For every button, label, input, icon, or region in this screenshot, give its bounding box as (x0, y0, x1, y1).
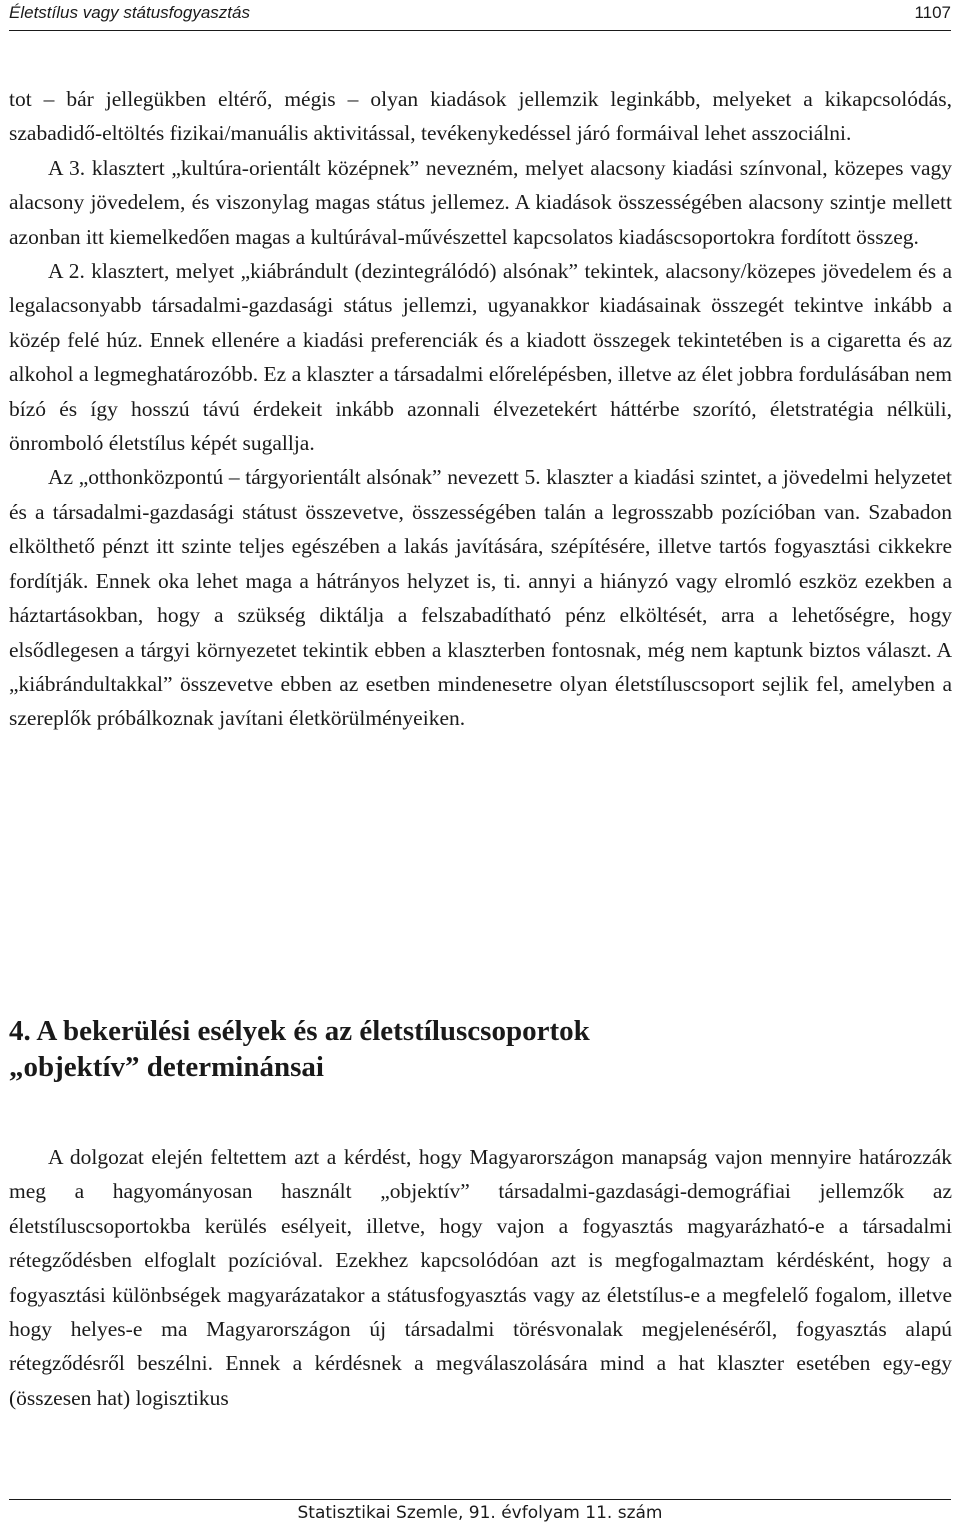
paragraph-section-intro: A dolgozat elején feltettem azt a kérdést, hogy Magyarországon manapság vajon mennyire határozzák meg a hagyományosan használt „objektív” társadalmi-gazdasági-demográfiai jellemzők az életstíluscsoportokba kerülés esélyeit, illetve, hogy vajon a fogyasztás magyarázható-e a társadalmi rétegződésben elfoglalt pozícióval. Ezekhez kapcsolódóan azt is megfogalmaztam kérdésként, hogy a fogyasztási különbségek magyarázatakor a státusfogyasztás vagy az életstílus-e a megfelelő fogalom, illetve hogy helyes-e ma Magyarországon új társadalmi törésvonalak megjelenéséről, fogyasztás alapú rétegződésről beszélni. Ennek a kérdésnek a megválaszolására mind a hat klaszter esetében egy-egy (összesen hat) logisztikus (9, 1145, 952, 1410)
page-number: 1107 (914, 3, 951, 22)
body-text-bottom (9, 1140, 952, 1415)
paragraph-cluster-2: A 2. klasztert, melyet „kiábrándult (dezintegrálódó) alsónak” tekintek, alacsony/közepes jövedelem és a legalacsonyabb társadalmi-gazdasági státus jellemzi, ugyanakkor kiadásainak összegét tekintve inkább a közép felé húz. Ennek ellenére a kiadási preferenciák és a kiadott összegek tekintetében is a cigaretta és az alkohol a legmeghatározóbb. Ez a klaszter a társadalmi előrelépésben, illetve az élet jobbra fordulásában nem bízó és így hosszú távú érdekeit inkább azonnali élvezetekért háttérbe szorító, életstratégia nélküli, önromboló életstílus képét sugallja. (9, 259, 952, 456)
paragraph-cluster-5: Az „otthonközpontú – tárgyorientált alsónak” nevezett 5. klaszter a kiadási szintet, a jövedelmi helyzetet és a társadalmi-gazdasági státust összevetve, összességében talán a legrosszabb pozícióban van. Szabadon elkölthető pénzt itt szinte teljes egészében a lakás javítására, szépítésére, illetve tartós fogyasztási cikkekre fordítják. Ennek oka lehet maga a hátrányos helyzet is, ti. annyi a hiányzó vagy elromló eszköz ezekben a háztartásokban, hogy a szükség diktálja a felszabadítható pénz elköltését, arra a lehetőségre, hogy elsődlegesen a tárgyi környezetet tekintik ebben a klaszterben fontosnak, még nem kaptunk biztos választ. A „kiábrándultakkal” összevetve ebben az esetben mindenesetre olyan életstíluscsoport sejlik fel, amelyben a szereplők próbálkoznak javítani életkörülményeiken. (9, 465, 952, 731)
journal-footer: Statisztikai Szemle, 91. évfolyam 11. szám (297, 1503, 663, 1523)
paragraph-continuation: tot – bár jellegükben eltérő, mégis – olyan kiadások jellemzik leginkább, melyeket a kikapcsolódás, szabadidő-eltöltés fizikai/manuális aktivitással, tevékenykedéssel járó formáival lehet asszociálni. (9, 87, 952, 146)
header-rule (9, 30, 951, 31)
section-heading-line-2: „objektív” determinánsai (9, 1051, 324, 1083)
paragraph-cluster-3: A 3. klasztert „kultúra-orientált középnek” nevezném, melyet alacsony kiadási színvonal, közepes vagy alacsony jövedelem, és viszonylag magas státus jellemez. A kiadások összességében alacsony szintje mellett azonban itt kiemelkedően magas a kultúrával-művészettel kapcsolatos kiadáscsoportokra fordított összeg. (9, 155, 952, 249)
running-title: Életstílus vagy státusfogyasztás (9, 3, 250, 22)
running-header (9, 3, 951, 25)
section-heading-line-1: 4. A bekerülési esélyek és az életstíluscsoportok (9, 1015, 590, 1047)
section-heading (9, 1013, 952, 1085)
footer-rule (9, 1499, 951, 1500)
body-text-top (9, 82, 952, 736)
